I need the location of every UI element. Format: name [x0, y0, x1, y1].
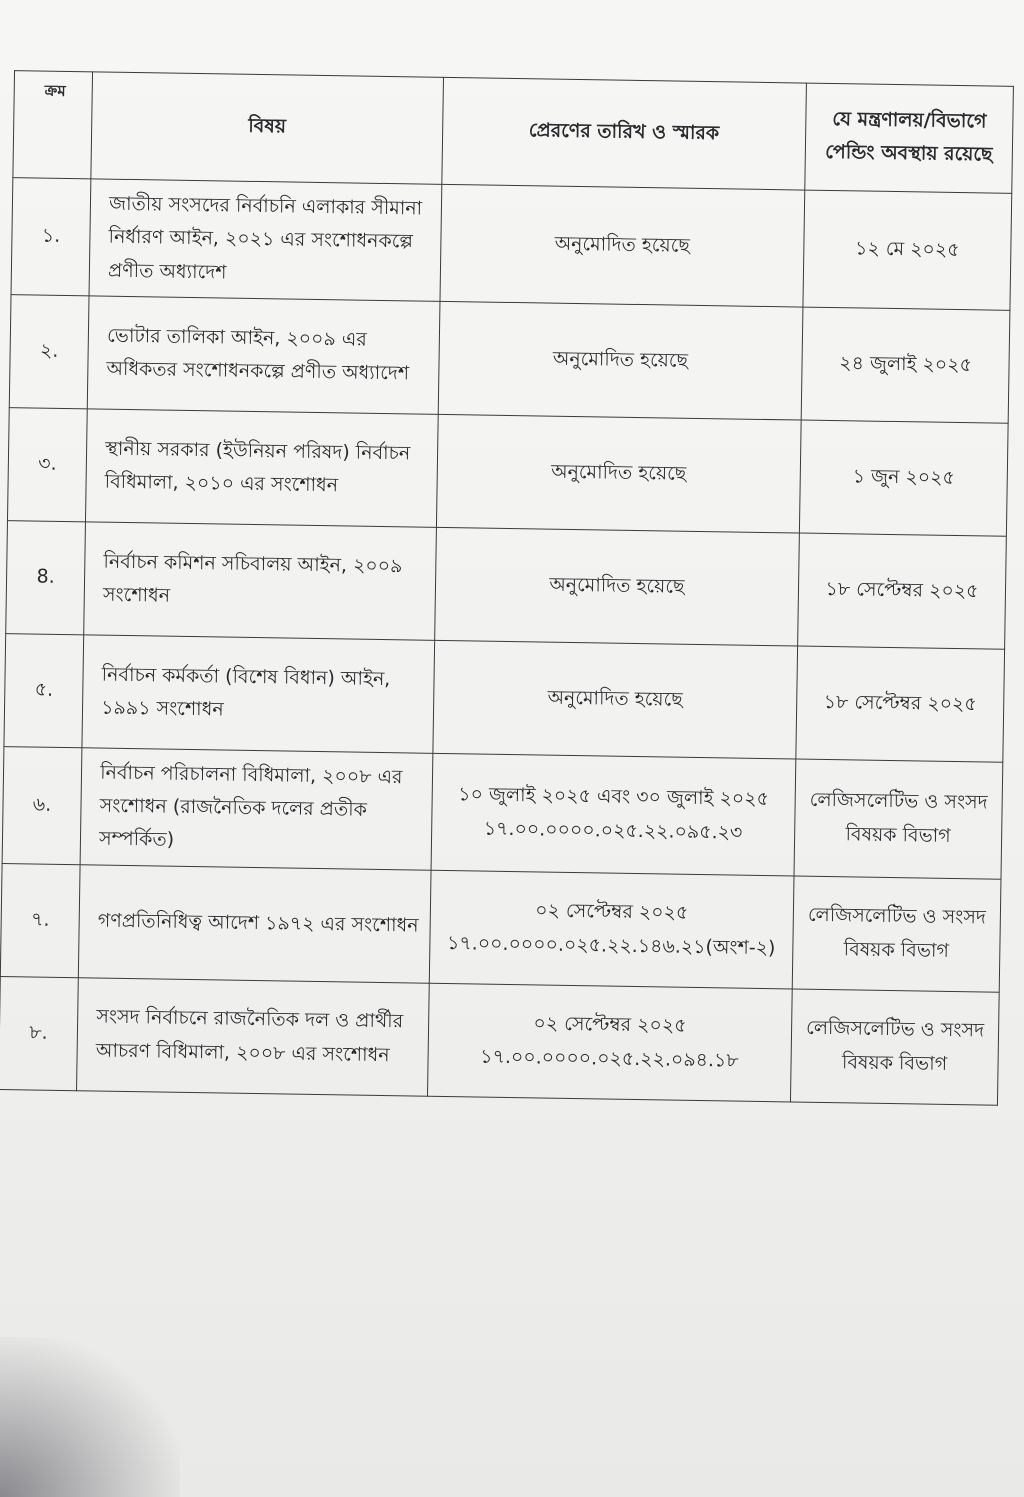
row-date-ref	[436, 414, 801, 533]
row-subject: নির্বাচন কর্মকর্তা (বিশেষ বিধান) আইন, ১৯৯১ সংশোধন	[82, 635, 434, 753]
row-date-ref	[429, 870, 794, 989]
row-office: ১২ মে ২০২৫	[803, 190, 1012, 310]
row-date-ref	[427, 983, 792, 1102]
row-serial: ৬.	[2, 746, 82, 864]
table-row	[0, 976, 999, 1105]
row-date-ref	[433, 640, 798, 759]
table-row	[9, 294, 1010, 423]
row-date: ০২ সেপ্টেম্বর ২০২৫	[535, 899, 689, 925]
row-subject: ভোটার তালিকা আইন, ২০০৯ এর অধিকতর সংশোধনকল্পে প্রণীত অধ্যাদেশ	[87, 296, 439, 414]
row-date: অনুমোদিত হয়েছে	[549, 573, 685, 598]
row-subject: গণপ্রতিনিধিত্ব আদেশ ১৯৭২ এর সংশোধন	[78, 864, 430, 982]
row-date: অনুমোদিত হয়েছে	[547, 686, 683, 711]
row-office: লেজিসলেটিভ ও সংসদ বিষয়ক বিভাগ	[790, 988, 999, 1104]
row-serial: ১.	[11, 178, 91, 296]
table-row	[4, 633, 1005, 762]
row-subject: সংসদ নির্বাচনে রাজনৈতিক দল ও প্রার্থীর আচরণ বিধিমালা, ২০০৮ এর সংশোধন	[77, 977, 429, 1095]
page-shadow	[0, 1337, 180, 1497]
row-office: ২৪ জুলাই ২০২৫	[801, 307, 1010, 423]
row-serial: ৭.	[0, 863, 80, 977]
table-row	[2, 746, 1003, 878]
table-row	[7, 407, 1008, 536]
header-date-ref: প্রেরণের তারিখ ও স্মারক	[442, 77, 807, 190]
header-subject: বিষয়	[91, 72, 443, 184]
row-serial: ৩.	[7, 407, 87, 521]
row-subject: নির্বাচন কমিশন সচিবালয় আইন, ২০০৯ সংশোধন	[84, 522, 436, 640]
row-ref: ১৭.০০.০০০০.০২৫.২২.১৪৬.২১(অংশ-২)	[446, 931, 776, 959]
table-row	[11, 178, 1012, 310]
row-ref: ১৭.০০.০০০০.০২৫.২২.০৯৫.২৩	[483, 817, 743, 844]
header-serial: ক্রম	[13, 71, 93, 179]
row-serial: ৮.	[0, 976, 78, 1090]
table-row	[0, 863, 1001, 992]
row-office: লেজিসলেটিভ ও সংসদ বিষয়ক বিভাগ	[792, 875, 1001, 991]
row-office: ১ জুন ২০২৫	[799, 420, 1008, 536]
row-office: লেজিসলেটিভ ও সংসদ বিষয়ক বিভাগ	[794, 759, 1003, 879]
row-date: ০২ সেপ্টেম্বর ২০২৫	[533, 1012, 687, 1038]
row-date-ref	[440, 184, 805, 306]
row-office: ১৮ সেপ্টেম্বর ২০২৫	[796, 646, 1005, 762]
table-row	[6, 520, 1007, 649]
header-office: যে মন্ত্রণালয়/বিভাগে পেন্ডিং অবস্থায় রয়েছে	[805, 83, 1014, 193]
row-serial: ২.	[9, 294, 89, 408]
table-header-row	[13, 71, 1014, 194]
row-subject: নির্বাচন পরিচালনা বিধিমালা, ২০০৮ এর সংশোধন (রাজনৈতিক দলের প্রতীক সম্পর্কিত)	[80, 748, 432, 870]
row-date-ref	[438, 301, 803, 420]
row-office: ১৮ সেপ্টেম্বর ২০২৫	[798, 533, 1007, 649]
row-date: অনুমোদিত হয়েছে	[554, 232, 691, 258]
status-table	[0, 70, 1014, 1105]
row-date: ১০ জুলাই ২০২৫ এবং ৩০ জুলাই ২০২৫	[458, 783, 770, 811]
row-date: অনুমোদিত হয়েছে	[550, 460, 687, 485]
row-date-ref	[434, 527, 799, 646]
row-serial: 8.	[6, 520, 86, 634]
row-subject: জাতীয় সংসদের নির্বাচনি এলাকার সীমানা নির্ধারণ আইন, ২০২১ এর সংশোধনকল্পে প্রণীত অধ্যাদেশ	[89, 179, 441, 301]
row-subject: স্থানীয় সরকার (ইউনিয়ন পরিষদ) নির্বাচন বিধিমালা, ২০১০ এর সংশোধন	[86, 409, 438, 527]
row-serial: ৫.	[4, 633, 84, 747]
row-date-ref	[431, 753, 796, 875]
row-ref: ১৭.০০.০০০০.০২৫.২২.০৯৪.১৮	[480, 1045, 739, 1072]
row-date: অনুমোদিত হয়েছে	[552, 347, 689, 372]
